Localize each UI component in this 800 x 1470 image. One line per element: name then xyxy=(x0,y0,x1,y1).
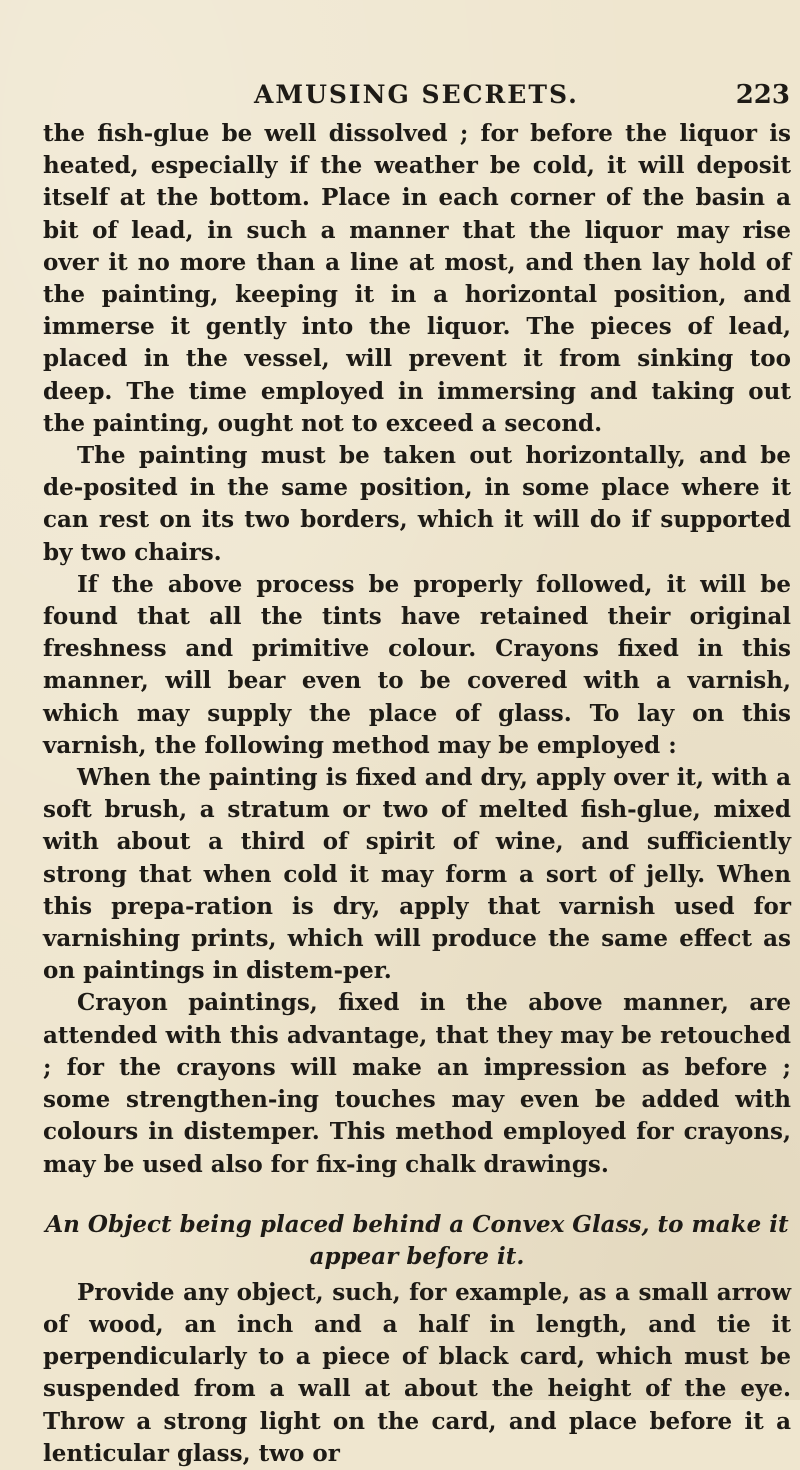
paragraph-crayon-paintings: Crayon paintings, fixed in the above manner, are attended with this advantage, that they may be retouched ; for the crayons will make an impression as before ; some strengthen-ing touches may even be added with colours in distemper. This method employed for crayons, may be used also for fix-ing chalk drawings. xyxy=(43,989,791,1178)
section-heading-line2: appear before it. xyxy=(309,1242,525,1270)
paragraph-process-followed: If the above process be properly followed, it will be found that all the tints have retained their original freshness and primitive colour. Crayons fixed in this manner, will bear even to be covered with a varnish, which may supply the place of glass. To lay on this varnish, the following method may be employed : xyxy=(43,570,791,759)
paragraph-taking-out: The painting must be taken out horizontally, and be de-posited in the same position, in some place where it can rest on its two borders, which it will do if supported by two chairs. xyxy=(43,442,791,566)
page-number: 223 xyxy=(735,80,790,110)
running-title: AMUSING SECRETS. xyxy=(254,80,579,109)
paragraph-continuation: the fish-glue be well dissolved ; for before the liquor is heated, especially if the weather be cold, it will deposit itself at the bottom. Place in each corner of the basin a bit of lead, in such a manner that the liquor may rise over it no more than a line at most, and then lay hold of the painting, keeping it in a horizontal position, and immerse it gently into the liquor. The pieces of lead, placed in the vessel, will prevent it from sinking too deep. The time employed in immersing and taking out the painting, ought not to exceed a second. xyxy=(43,120,791,437)
paragraph-convex-glass: Provide any object, such, for example, as a small arrow of wood, an inch and a half in length, and tie it perpendicularly to a piece of black card, which must be suspended from a wall at about the height of the eye. Throw a strong light on the card, and place before it a lenticular glass, two or xyxy=(43,1278,791,1467)
section-heading xyxy=(43,1209,791,1273)
page-header xyxy=(254,80,790,112)
body-text xyxy=(43,118,791,1470)
section-heading-line1: An Object being placed behind a Convex Glass, to make it xyxy=(45,1210,789,1238)
paragraph-varnish-method: When the painting is fixed and dry, apply over it, with a soft brush, a stratum or two of melted fish-glue, mixed with about a third of spirit of wine, and sufficiently strong that when cold it may form a sort of jelly. When this prepa-ration is dry, apply that varnish used for varnishing prints, which will produce the same effect as on paintings in distem-per. xyxy=(43,764,791,985)
